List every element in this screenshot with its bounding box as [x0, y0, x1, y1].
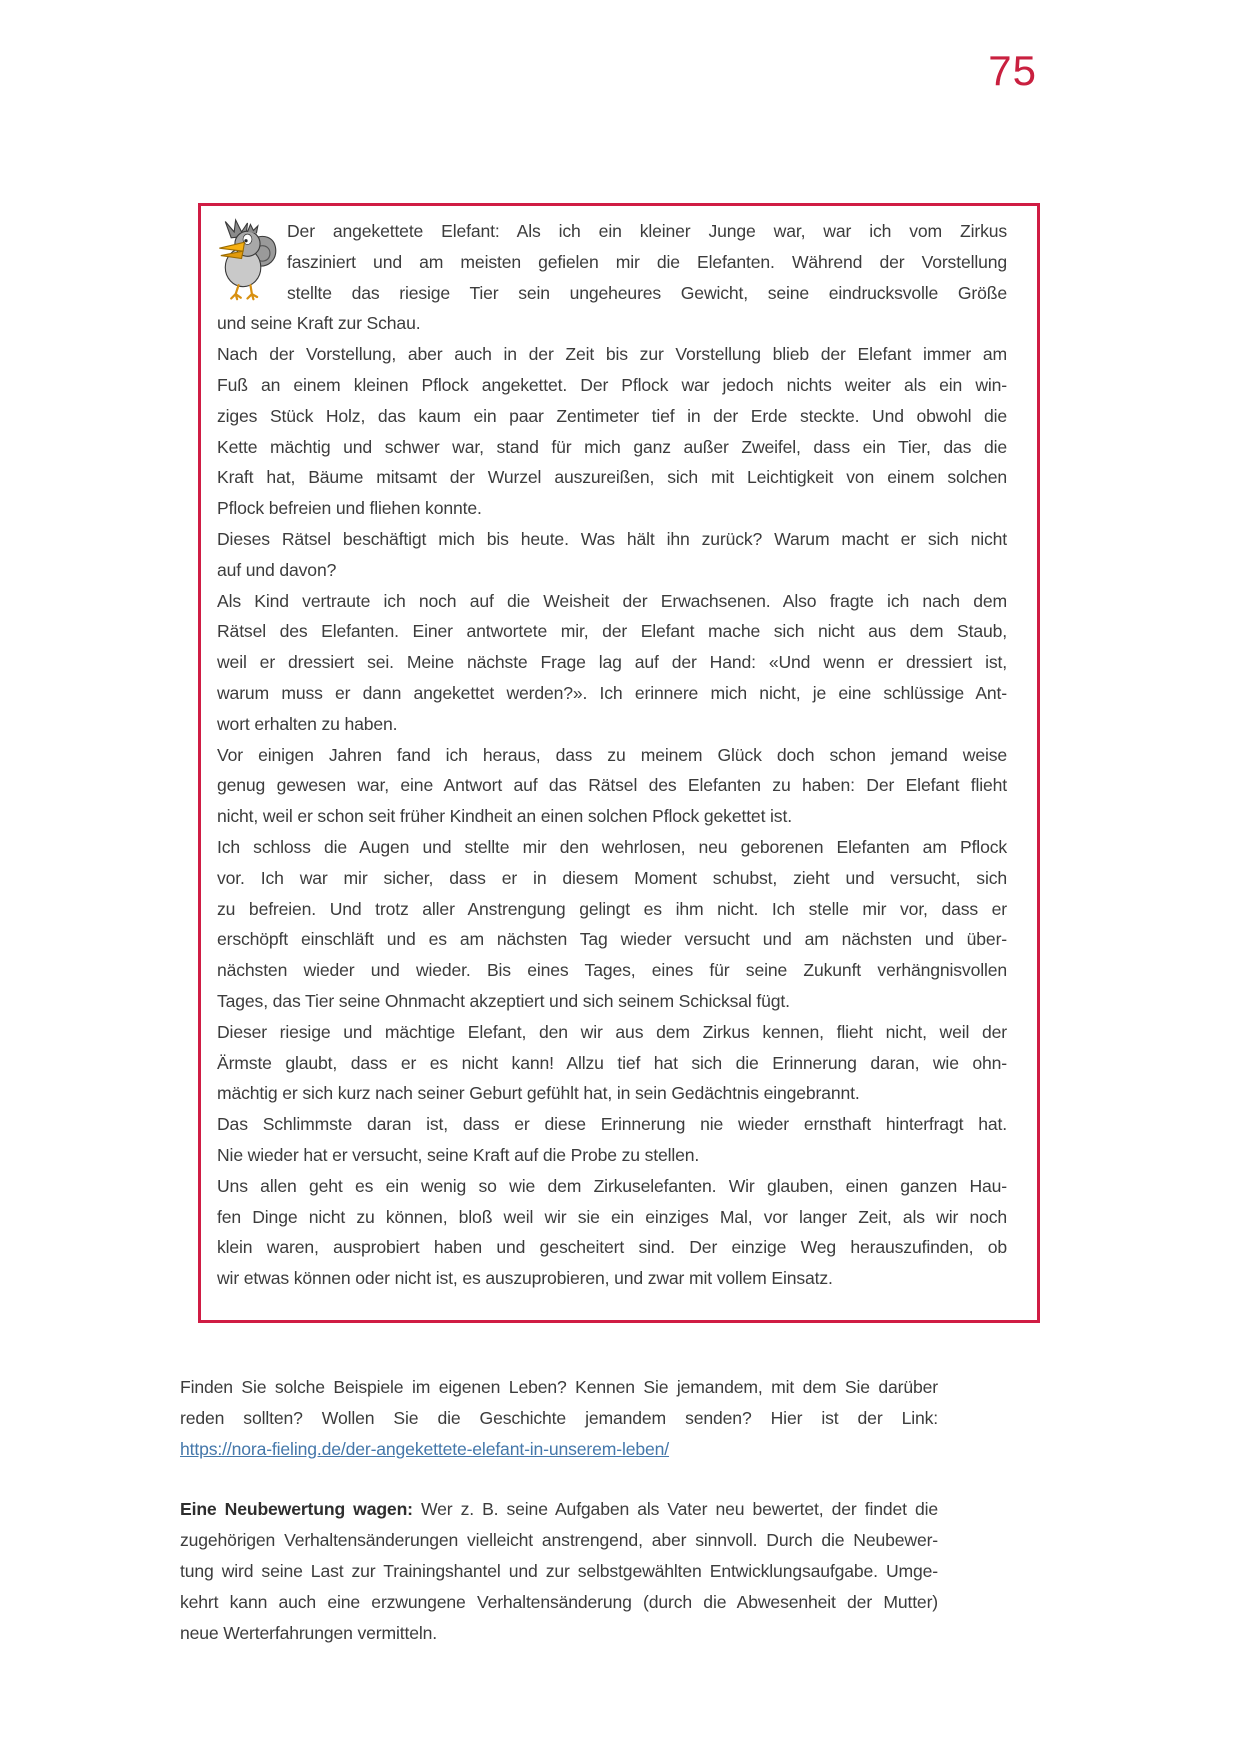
text-line: Nie wieder hat er versucht, seine Kraft auf die Probe zu stellen.: [217, 1144, 700, 1165]
text-line: Der angekettete Elefant: Als ich ein kleiner Junge war, war ich vom Zirkus: [287, 221, 1007, 241]
text-line: Dieser riesige und mächtige Elefant, den wir aus dem Zirkus kennen, flieht nicht, weil der: [217, 1021, 1007, 1042]
text-line: Kette mächtig und schwer war, stand für mich ganz außer Zweifel, dass ein Tier, das die: [217, 436, 1007, 457]
text-line: fasziniert und am meisten gefielen mir die Elefanten. Während der Vorstellung: [287, 251, 1007, 272]
text-line: Fuß an einem kleinen Pflock angekettet. Der Pflock war jedoch nichts weiter als ein win-: [217, 374, 1007, 395]
crow-icon: [209, 218, 283, 302]
text-line: stellte das riesige Tier sein ungeheures Gewicht, seine eindrucksvolle Größe: [287, 282, 1007, 303]
text-line: Rätsel des Elefanten. Einer antwortete mir, der Elefant mache sich nicht aus dem Staub,: [217, 621, 1007, 642]
text-line: klein waren, ausprobiert haben und gescheitert sind. Der einzige Weg herauszufinden, ob: [217, 1237, 1007, 1258]
text-line: Vor einigen Jahren fand ich heraus, dass zu meinem Glück doch schon jemand weise: [217, 744, 1007, 765]
text-line: Nach der Vorstellung, aber auch in der Zeit bis zur Vorstellung blieb der Elefant immer am: [217, 344, 1007, 365]
text-line: und seine Kraft zur Schau.: [217, 313, 421, 334]
text-line: zu befreien. Und trotz aller Anstrengung gelingt es ihm nicht. Ich stelle mir vor, dass er: [217, 898, 1007, 919]
text-line: Finden Sie solche Beispiele im eigenen Leben? Kennen Sie jemandem, mit dem Sie darüber: [180, 1377, 938, 1397]
text-line: reden sollten? Wollen Sie die Geschichte jemandem senden? Hier ist der Link:: [180, 1407, 938, 1428]
text-line: wir etwas können oder nicht ist, es auszuprobieren, und zwar mit vollem Einsatz.: [217, 1268, 833, 1289]
text-line: nächsten wieder und wieder. Bis eines Tages, eines für seine Zukunft verhängnisvollen: [217, 960, 1007, 981]
text-line: Ich schloss die Augen und stellte mir den wehrlosen, neu geborenen Elefanten am Pflock: [217, 836, 1007, 857]
text-line: Uns allen geht es ein wenig so wie dem Zirkuselefanten. Wir glauben, einen ganzen Hau-: [217, 1175, 1007, 1196]
reassessment-paragraph: [180, 1494, 938, 1648]
text-line: Tages, das Tier seine Ohnmacht akzeptiert und sich seinem Schicksal fügt.: [217, 990, 790, 1011]
reassessment-first-line: [180, 1494, 938, 1525]
reassessment-first-line-rest: Wer z. B. seine Aufgaben als Vater neu bewertet, der findet die: [412, 1499, 938, 1520]
reassessment-lead: Eine Neubewertung wagen:: [180, 1499, 413, 1520]
below-box-text: [180, 1372, 938, 1648]
text-line: Ärmste glaubt, dass er es nicht kann! Allzu tief hat sich die Erinnerung daran, wie ohn-: [217, 1052, 1007, 1073]
text-line: tung wird seine Last zur Trainingshantel und zur selbstgewählten Entwicklungsaufgabe. Umge-: [180, 1560, 938, 1581]
text-line: Das Schlimmste daran ist, dass er diese Erinnerung nie wieder ernsthaft hinterfragt hat.: [217, 1114, 1007, 1135]
text-line: auf und davon?: [217, 559, 337, 580]
text-line: wort erhalten zu haben.: [217, 713, 398, 734]
page-number: 75: [988, 47, 1037, 94]
story-box: [198, 203, 1040, 1323]
intro-link-line: [180, 1434, 938, 1465]
text-line: genug gewesen war, eine Antwort auf das Rätsel des Elefanten zu haben: Der Elefant flieht: [217, 775, 1007, 796]
text-line: warum muss er dann angekettet werden?». Ich erinnere mich nicht, je eine schlüssige Ant-: [217, 682, 1007, 703]
text-line: erschöpft einschläft und es am nächsten Tag wieder versucht und am nächsten und über-: [217, 929, 1007, 950]
text-line: Dieses Rätsel beschäftigt mich bis heute. Was hält ihn zurück? Warum macht er sich nicht: [217, 528, 1007, 549]
text-line: kehrt kann auch eine erzwungene Verhaltensänderung (durch die Abwesenheit der Mutter): [180, 1591, 938, 1612]
text-line: Pflock befreien und fliehen konnte.: [217, 498, 482, 519]
text-line: Als Kind vertraute ich noch auf die Weisheit der Erwachsenen. Also fragte ich nach dem: [217, 590, 1007, 611]
intro-paragraph: [180, 1372, 938, 1464]
text-line: vor. Ich war mir sicher, dass er in diesem Moment schubst, zieht und versucht, sich: [217, 867, 1007, 888]
text-line: zugehörigen Verhaltensänderungen vielleicht anstrengend, aber sinnvoll. Durch die Neubewer-: [180, 1530, 938, 1551]
text-line: nicht, weil er schon seit früher Kindheit an einen solchen Pflock gekettet ist.: [217, 806, 792, 827]
story-link[interactable]: https://nora-fieling.de/der-angekettete-elefant-in-unserem-leben/: [180, 1438, 670, 1459]
text-line: Kraft hat, Bäume mitsamt der Wurzel auszureißen, sich mit Leichtigkeit von einem solchen: [217, 467, 1007, 488]
text-line: neue Werterfahrungen vermitteln.: [180, 1622, 437, 1643]
text-line: mächtig er sich kurz nach seiner Geburt gefühlt hat, in sein Gedächtnis eingebrannt.: [217, 1083, 860, 1104]
text-line: ziges Stück Holz, das kaum ein paar Zentimeter tief in der Erde steckte. Und obwohl die: [217, 405, 1007, 426]
text-line: weil er dressiert sei. Meine nächste Frage lag auf der Hand: «Und wenn er dressiert ist,: [217, 652, 1007, 673]
story-text: [217, 216, 1007, 1294]
text-line: fen Dinge nicht zu können, bloß weil wir sie ein einziges Mal, vor langer Zeit, als wir noch: [217, 1206, 1007, 1227]
